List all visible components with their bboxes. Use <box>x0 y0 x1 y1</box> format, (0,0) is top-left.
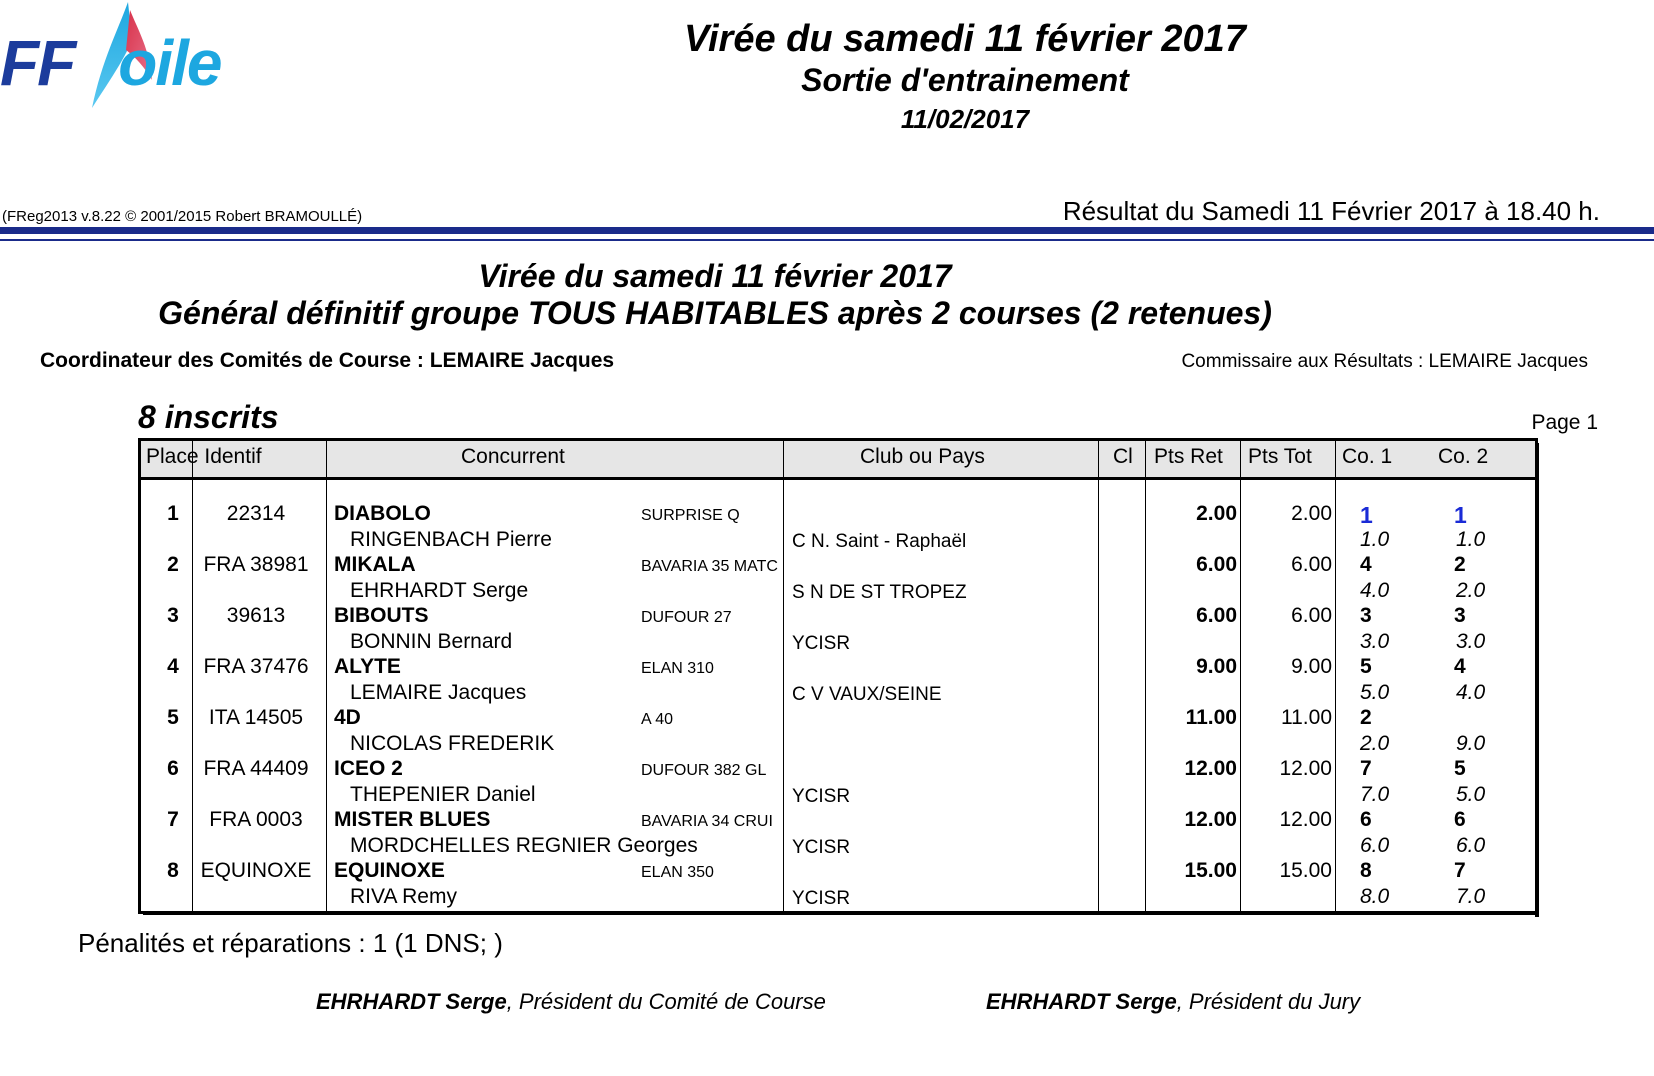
row-co2-points: 2.0 <box>1456 579 1486 602</box>
header-club: Club ou Pays <box>860 445 985 468</box>
row-skipper: BONNIN Bernard <box>350 630 513 653</box>
row-boat: MIKALA <box>334 553 416 576</box>
row-boat: ICEO 2 <box>334 757 403 780</box>
row-co1-points: 3.0 <box>1360 630 1390 653</box>
row-place: 5 <box>167 706 179 729</box>
row-co2-rank: 5 <box>1454 757 1466 780</box>
row-place: 1 <box>167 502 179 525</box>
software-credit: (FReg2013 v.8.22 © 2001/2015 Robert BRAMOULLÉ) <box>2 208 363 225</box>
header-co2: Co. 2 <box>1438 445 1489 468</box>
row-co1-rank: 1 <box>1360 502 1373 528</box>
row-co1-rank: 7 <box>1360 757 1372 780</box>
row-club: C V VAUX/SEINE <box>792 684 942 705</box>
row-co2-points: 1.0 <box>1456 528 1486 551</box>
header-concurrent: Concurrent <box>461 445 565 468</box>
row-club: YCISR <box>792 888 851 909</box>
row-co1-points: 2.0 <box>1360 732 1390 755</box>
event-title: Virée du samedi 11 février 2017 <box>684 18 1246 60</box>
row-pts-tot: 6.00 <box>1291 553 1332 576</box>
row-place: 2 <box>167 553 179 576</box>
penalties-summary: Pénalités et réparations : 1 (1 DNS; ) <box>78 928 503 958</box>
signature-role: , Président du Jury <box>1176 989 1361 1014</box>
row-place: 6 <box>167 757 179 780</box>
header-place-ident: Place Identif <box>146 445 262 468</box>
row-co1-points: 5.0 <box>1360 681 1390 704</box>
row-co2-points: 9.0 <box>1456 732 1486 755</box>
row-boat-type: SURPRISE Q <box>641 507 740 524</box>
row-co1-points: 7.0 <box>1360 783 1390 806</box>
row-skipper: EHRHARDT Serge <box>350 579 529 602</box>
row-boat: 4D <box>334 706 361 729</box>
header-pts-tot: Pts Tot <box>1248 445 1312 468</box>
row-pts-ret: 12.00 <box>1184 757 1237 780</box>
row-pts-ret: 12.00 <box>1184 808 1237 831</box>
row-co1-points: 8.0 <box>1360 885 1390 908</box>
row-co1-rank: 5 <box>1360 655 1372 678</box>
signature-name: EHRHARDT Serge <box>316 989 507 1014</box>
event-subtitle: Sortie d'entrainement <box>801 62 1129 98</box>
row-boat: MISTER BLUES <box>334 808 491 831</box>
row-co2-rank: 3 <box>1454 604 1466 627</box>
row-co1-points: 6.0 <box>1360 834 1390 857</box>
row-skipper: NICOLAS FREDERIK <box>350 732 555 755</box>
row-pts-ret: 6.00 <box>1196 604 1237 627</box>
row-pts-tot: 12.00 <box>1279 757 1332 780</box>
row-skipper: MORDCHELLES REGNIER Georges <box>350 834 698 857</box>
row-ident: FRA 37476 <box>203 655 309 678</box>
row-co1-rank: 8 <box>1360 859 1372 882</box>
row-co1-points: 1.0 <box>1360 528 1390 551</box>
row-club: YCISR <box>792 837 851 858</box>
row-boat: BIBOUTS <box>334 604 429 627</box>
event-date: 11/02/2017 <box>900 104 1030 134</box>
row-co2-rank: 6 <box>1454 808 1466 831</box>
row-pts-tot: 9.00 <box>1291 655 1332 678</box>
row-pts-tot: 2.00 <box>1291 502 1332 525</box>
logo-wordmark: FF oile <box>0 27 221 99</box>
row-co1-rank: 4 <box>1360 553 1372 576</box>
row-pts-ret: 2.00 <box>1196 502 1237 525</box>
row-skipper: LEMAIRE Jacques <box>350 681 527 704</box>
section-subtitle: Général définitif groupe TOUS HABITABLES après 2 courses (2 retenues) <box>158 295 1272 331</box>
row-co2-rank: 1 <box>1454 502 1467 528</box>
row-club: YCISR <box>792 786 851 807</box>
signature-jury <box>986 989 1360 1015</box>
row-co2-rank: 2 <box>1454 553 1466 576</box>
row-co2-points: 4.0 <box>1456 681 1486 704</box>
row-club: C N. Saint - Raphaël <box>792 531 967 552</box>
column-divider <box>1335 441 1336 911</box>
header-rule <box>0 227 1654 234</box>
row-boat-type: BAVARIA 35 MATC <box>641 558 778 575</box>
row-boat: ALYTE <box>334 655 401 678</box>
row-ident: FRA 38981 <box>203 553 309 576</box>
row-boat-type: ELAN 310 <box>641 660 714 677</box>
row-ident: ITA 14505 <box>208 706 304 729</box>
row-boat-type: BAVARIA 34 CRUI <box>641 813 773 830</box>
column-divider <box>1098 441 1099 911</box>
row-co2-points: 6.0 <box>1456 834 1486 857</box>
column-divider <box>326 441 327 911</box>
row-boat-type: ELAN 350 <box>641 864 714 881</box>
entrant-count: 8 inscrits <box>138 399 279 435</box>
section-title: Virée du samedi 11 février 2017 <box>478 258 952 294</box>
column-divider <box>783 441 784 911</box>
row-ident: 22314 <box>226 502 286 525</box>
row-club: S N DE ST TROPEZ <box>792 582 967 603</box>
signature-role: , Président du Comité de Course <box>506 989 826 1014</box>
row-skipper: THEPENIER Daniel <box>350 783 536 806</box>
row-ident: FRA 0003 <box>209 808 303 831</box>
row-ident: EQUINOXE <box>200 859 312 882</box>
row-co1-points: 4.0 <box>1360 579 1390 602</box>
row-pts-ret: 15.00 <box>1184 859 1237 882</box>
row-place: 4 <box>167 655 179 678</box>
row-pts-tot: 12.00 <box>1279 808 1332 831</box>
row-club: YCISR <box>792 633 851 654</box>
row-pts-ret: 9.00 <box>1196 655 1237 678</box>
row-co1-rank: 6 <box>1360 808 1372 831</box>
commissaire: Commissaire aux Résultats : LEMAIRE Jacques <box>1181 351 1588 372</box>
header-co1: Co. 1 <box>1342 445 1393 468</box>
signature-name: EHRHARDT Serge <box>986 989 1177 1014</box>
header-rule-thin <box>0 239 1654 241</box>
row-pts-ret: 6.00 <box>1196 553 1237 576</box>
row-pts-tot: 15.00 <box>1279 859 1332 882</box>
row-co2-rank: 4 <box>1454 655 1466 678</box>
header-pts-ret: Pts Ret <box>1154 445 1223 468</box>
row-pts-tot: 6.00 <box>1291 604 1332 627</box>
row-boat-type: A 40 <box>641 711 674 728</box>
row-skipper: RINGENBACH Pierre <box>350 528 552 551</box>
result-timestamp: Résultat du Samedi 11 Février 2017 à 18.40 h. <box>1062 196 1600 226</box>
row-co1-rank: 3 <box>1360 604 1372 627</box>
row-co1-rank: 2 <box>1360 706 1372 729</box>
row-ident: 39613 <box>226 604 286 627</box>
row-co2-points: 7.0 <box>1456 885 1486 908</box>
ffvoile-logo <box>0 0 280 115</box>
row-place: 3 <box>167 604 179 627</box>
row-co2-points: 5.0 <box>1456 783 1486 806</box>
row-place: 7 <box>167 808 179 831</box>
row-place: 8 <box>167 859 179 882</box>
row-ident: FRA 44409 <box>203 757 309 780</box>
row-boat-type: DUFOUR 27 <box>641 609 732 626</box>
header-cl: Cl <box>1113 445 1133 468</box>
row-boat-type: DUFOUR 382 GL <box>641 762 767 779</box>
row-co2-points: 3.0 <box>1456 630 1486 653</box>
row-pts-tot: 11.00 <box>1281 706 1332 729</box>
row-co2-rank: 7 <box>1454 859 1466 882</box>
row-boat: DIABOLO <box>334 502 431 525</box>
row-skipper: RIVA Remy <box>350 885 457 908</box>
signature-race-committee <box>316 989 826 1015</box>
page-number: Page 1 <box>1531 411 1598 434</box>
coordinator: Coordinateur des Comités de Course : LEMAIRE Jacques <box>40 349 615 372</box>
table-header <box>141 441 1535 480</box>
row-boat: EQUINOXE <box>334 859 445 882</box>
row-pts-ret: 11.00 <box>1185 706 1237 729</box>
